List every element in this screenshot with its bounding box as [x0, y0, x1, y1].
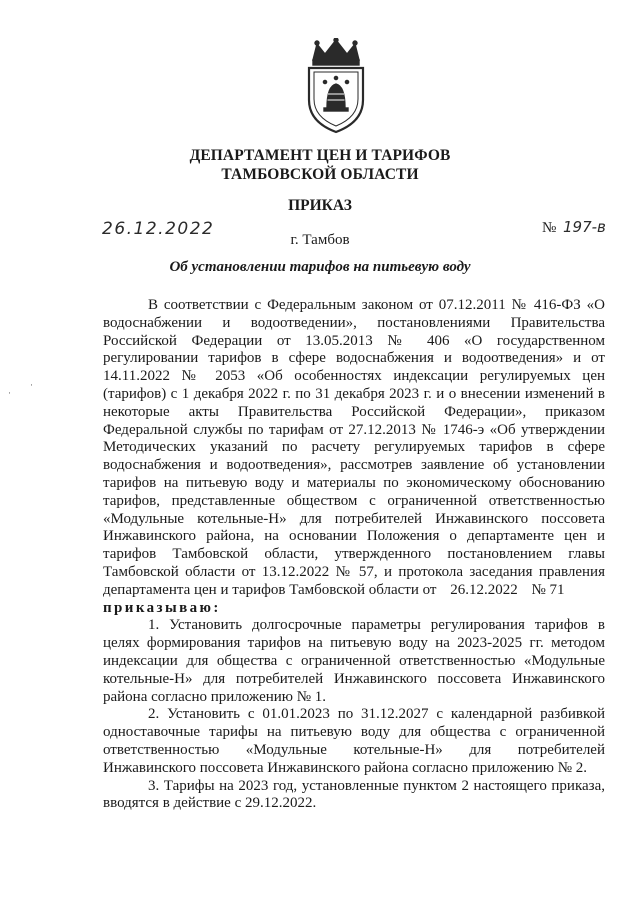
preamble-paragraph: [103, 297, 605, 600]
protocol-date: 26.12.2022: [450, 581, 518, 598]
preamble-text: В соответствии с Федеральным законом от 07.12.2011 № 416-ФЗ «О водоснабжении и водоотведении», постановлениями Правительства Российской Федерации от 13.05.2013 № 406 «О государственном регулировании тарифов в сфере водоснабжения и водоотведения» и от 14.11.2022 № 2053 «Об особенностях индексации регулируемых цен (тарифов) с 1 декабря 2022 г. по 31 декабря 2023 г. и о внесении изменений в некоторые акты Правительства Российской Федерации», приказом Федеральной службы по тарифам от 27.12.2013 № 1746-э «Об утверждении Методических указаний по расчету регулируемых тарифов в сфере водоснабжения и водоотведения», рассмотрев заявление об установлении тарифов на питьевую воду и материалы по экономическому обоснованию тарифов, представленные обществом с ограниченной ответственностью «Модульные котельные-Н» для потребителей Инжавинского поссовета Инжавинского района, на основании Положения о департаменте цен и тарифов Тамбовской области, утвержденного постановлением главы Тамбовской области от 13.12.2022 № 57, и протокола заседания правления департамента цен и тарифов Тамбовской области от: [103, 297, 605, 598]
handwritten-order-date: 26.12.2022: [102, 219, 215, 239]
order-subject: Об установлении тарифов на питьевую воду: [169, 259, 471, 275]
tambov-coat-of-arms-icon: [305, 38, 367, 134]
order-item-1: 1. Установить долгосрочные параметры регулирования тарифов в целях формирования тарифов на питьевую воду на 2023-2025 гг. методом индексации для общества с ограниченной ответственностью «Модульные котельные-Н» для потребителей Инжавинского поссовета Инжавинского района согласно приложению № 1.: [103, 617, 605, 705]
protocol-number: № 71: [531, 581, 565, 598]
order-item-2: 2. Установить с 01.01.2023 по 31.12.2027 с календарной разбивкой одноставочные тарифы на питьевую воду для общества с ограниченной ответственностью «Модульные котельные-Н» для потребителей Инжавинского поссовета Инжавинского района согласно приложению № 2.: [103, 706, 605, 776]
department-name-line-2: ТАМБОВСКОЙ ОБЛАСТИ: [221, 166, 419, 183]
scan-speck: ·: [30, 380, 33, 390]
decree-word: приказываю:: [103, 599, 221, 616]
department-name-line-1: ДЕПАРТАМЕНТ ЦЕН И ТАРИФОВ: [189, 147, 451, 164]
number-sign: №: [542, 220, 557, 236]
document-type-title: ПРИКАЗ: [288, 197, 352, 214]
order-body: [103, 297, 605, 813]
handwritten-order-number: 197-в: [563, 218, 606, 236]
scan-speck: ·: [8, 388, 11, 398]
order-item-3: 3. Тарифы на 2023 год, установленные пунктом 2 настоящего приказа, вводятся в действие с 29.12.2022.: [103, 777, 605, 812]
city-line: г. Тамбов: [290, 232, 350, 248]
